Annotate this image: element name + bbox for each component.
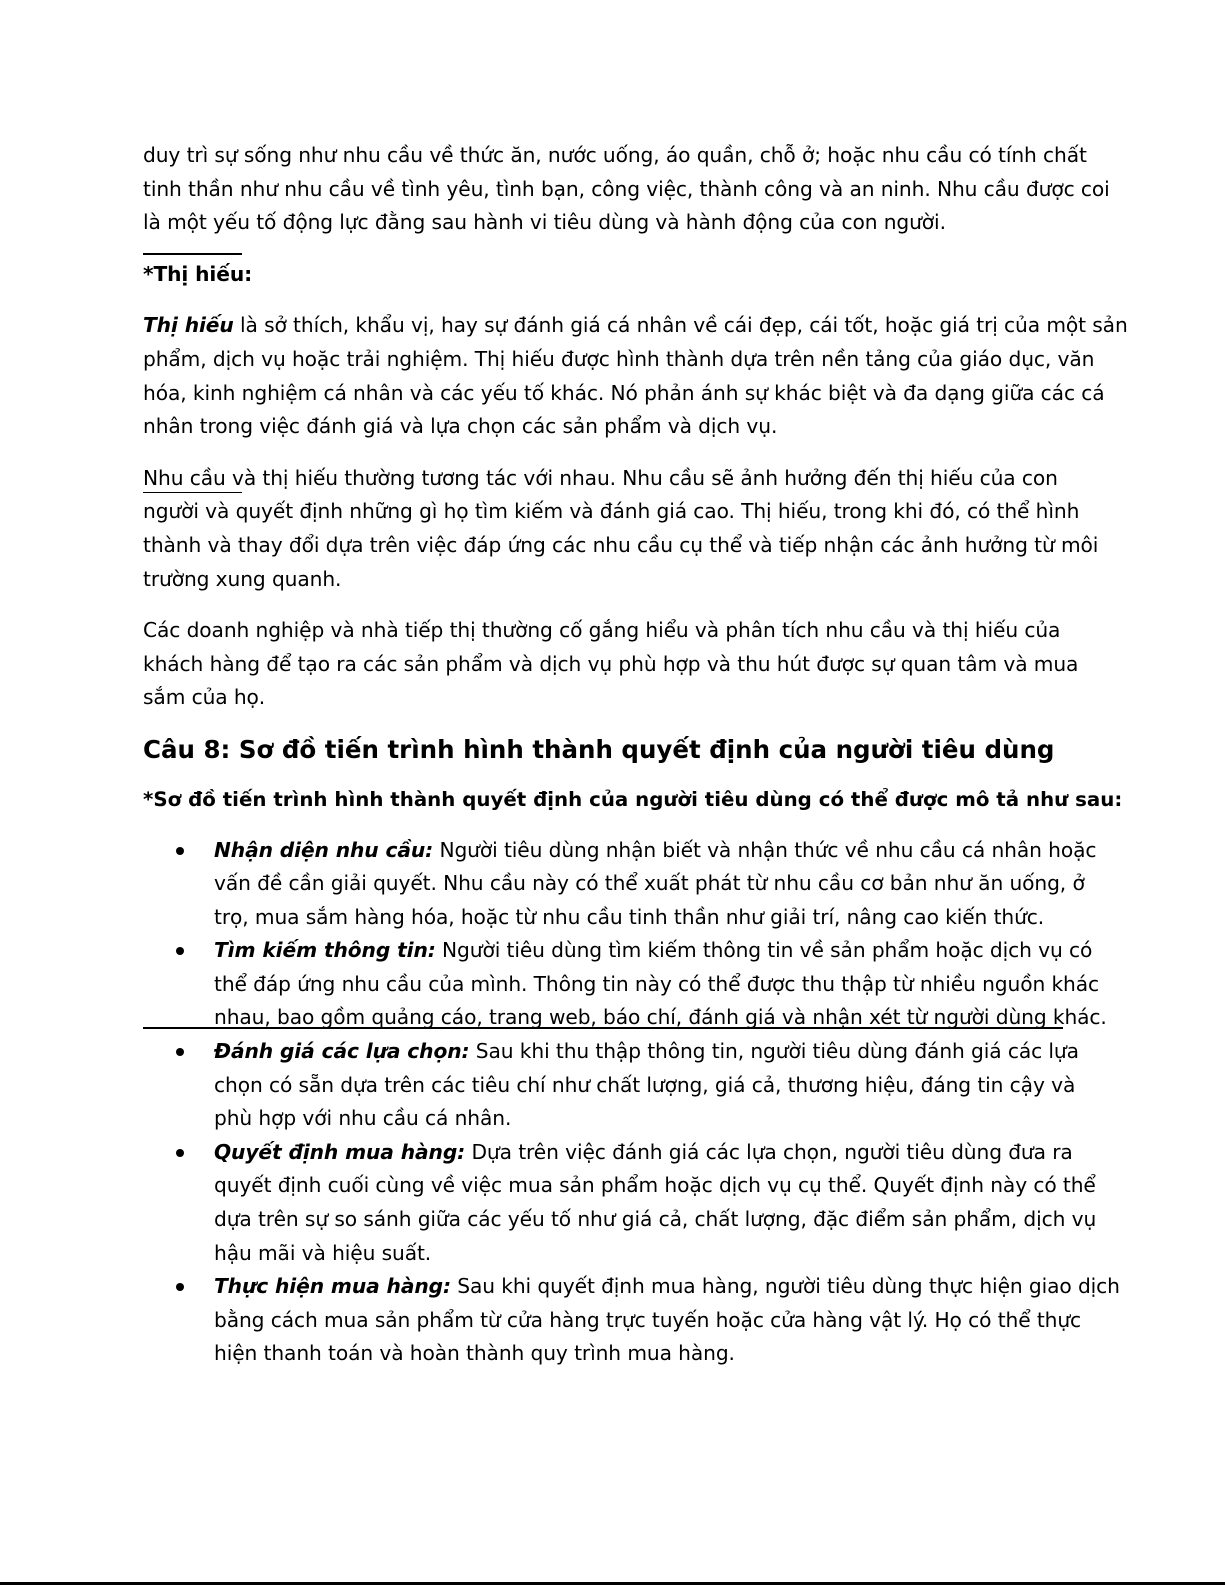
- paragraph-nhu-cau-continuation: duy trì sự sống như nhu cầu về thức ăn, nước uống, áo quần, chỗ ở; hoặc nhu cầu có tính chất tinh thần như nhu cầu về tình yêu, tình bạn, công việc, thành công và an ninh. Nhu cầu được coi là một yếu tố động lực đằng sau hành vi tiêu dùng và hành động của con người.: [143, 143, 1110, 235]
- list-item: Thực hiện mua hàng: Sau khi quyết định mua hàng, người tiêu dùng thực hiện giao dịch bằng cách mua sản phẩm từ cửa hàng trực tuyến hoặc cửa hàng vật lý. Họ có thể thực hiện thanh toán và hoàn thành quy trình mua hàng.: [143, 1270, 1083, 1371]
- list-item: Nhận diện nhu cầu: Người tiêu dùng nhận biết và nhận thức về nhu cầu cá nhân hoặc vấn đề cần giải quyết. Nhu cầu này có thể xuất phát từ nhu cầu cơ bản như ăn uống, ở trọ, mua sắm hàng hóa, hoặc từ nhu cầu tinh thần như giải trí, nâng cao kiến thức.: [143, 834, 1083, 935]
- bullet-icon: [176, 1283, 184, 1291]
- list-item: Quyết định mua hàng: Dựa trên việc đánh giá các lựa chọn, người tiêu dùng đưa ra quyết định cuối cùng về việc mua sản phẩm hoặc dịch vụ cụ thể. Quyết định này có thể dựa trên sự so sánh giữa các yếu tố như giá cả, chất lượng, đặc điểm sản phẩm, dịch vụ hậu mãi và hiệu suất.: [143, 1136, 1083, 1270]
- thi-hieu-term: Thị hiếu: [143, 313, 234, 338]
- list-item: Đánh giá các lựa chọn: Sau khi thu thập thông tin, người tiêu dùng đánh giá các lựa chọn có sẵn dựa trên các tiêu chí như chất lượng, giá cả, thương hiệu, đáng tin cậy và phù hợp với nhu cầu cá nhân.: [143, 1035, 1083, 1136]
- bullet-icon: [176, 847, 184, 855]
- document-body: [143, 139, 1128, 1371]
- decision-steps-list: [143, 834, 1120, 1372]
- bullet-icon: [176, 947, 184, 955]
- section-subheading: *Sơ đồ tiến trình hình thành quyết định của người tiêu dùng có thể được mô tả như sau:: [143, 787, 1123, 811]
- section-heading: Câu 8: Sơ đồ tiến trình hình thành quyết định của người tiêu dùng: [143, 734, 1055, 764]
- thi-hieu-label: *Thị hiếu:: [143, 261, 253, 286]
- list-item: Tìm kiếm thông tin: Người tiêu dùng tìm kiếm thông tin về sản phẩm hoặc dịch vụ có thể đáp ứng nhu cầu của mình. Thông tin này có thể được thu thập từ nhiều nguồn khác nhau, bao gồm quảng cáo, trang web, báo chí, đánh giá và nhận xét từ người dùng khác.: [143, 934, 1083, 1035]
- bullet-icon: [176, 1149, 184, 1157]
- bullet-icon: [176, 1048, 184, 1056]
- paragraph-thi-hieu-definition: Thị hiếu là sở thích, khẩu vị, hay sự đánh giá cá nhân về cái đẹp, cái tốt, hoặc giá trị của một sản phẩm, dịch vụ hoặc trải nghiệm. Thị hiếu được hình thành dựa trên nền tảng của giáo dục, văn hóa, kinh nghiệm cá nhân và các yếu tố khác. Nó phản ánh sự khác biệt và đa dạng giữa các cá nhân trong việc đánh giá và lựa chọn các sản phẩm và dịch vụ.: [143, 313, 1128, 439]
- paragraph-businesses: Các doanh nghiệp và nhà tiếp thị thường cố gắng hiểu và phân tích nhu cầu và thị hiếu của khách hàng để tạo ra các sản phẩm và dịch vụ phù hợp và thu hút được sự quan tâm và mua sắm của họ.: [143, 618, 1079, 710]
- paragraph-interaction: Nhu cầu và thị hiếu thường tương tác với nhau. Nhu cầu sẽ ảnh hưởng đến thị hiếu của con người và quyết định những gì họ tìm kiếm và đánh giá cao. Thị hiếu, trong khi đó, có thể hình thành và thay đổi dựa trên việc đáp ứng các nhu cầu cụ thể và tiếp nhận các ảnh hưởng từ môi trường xung quanh.: [143, 465, 1099, 591]
